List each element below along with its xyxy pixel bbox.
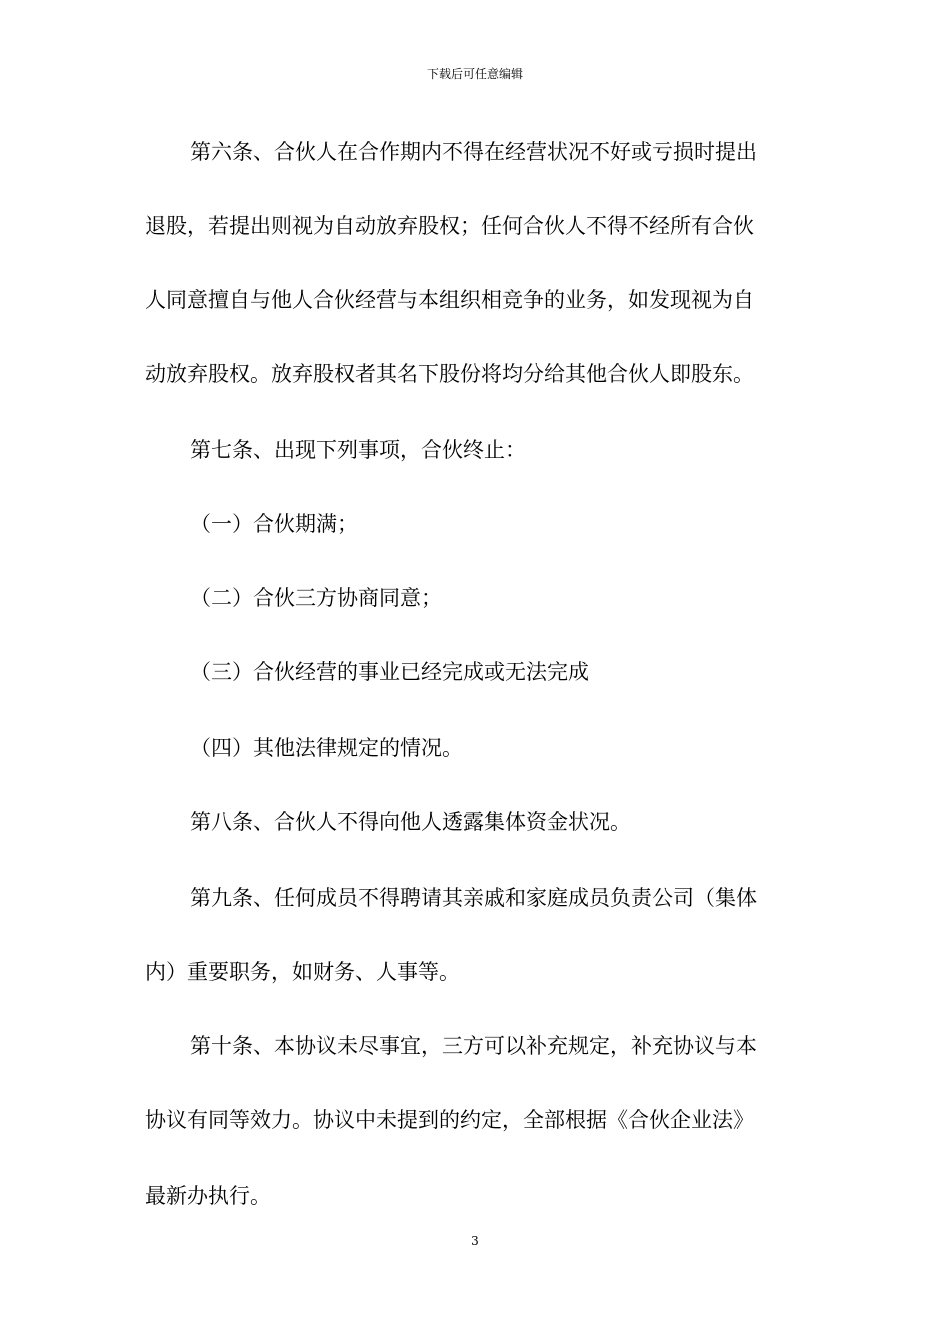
paragraph-line: 协议有同等效力。协议中未提到的约定，全部根据《合伙企业法》 <box>145 1108 754 1132</box>
list-item: （三）合伙经营的事业已经完成或无法完成 <box>190 660 589 684</box>
paragraph-line: 第九条、任何成员不得聘请其亲戚和家庭成员负责公司（集体 <box>190 886 757 910</box>
paragraph-line: 动放弃股权。放弃股权者其名下股份将均分给其他合伙人即股东。 <box>145 362 754 386</box>
page-number: 3 <box>471 1234 479 1248</box>
paragraph-line: 内）重要职务，如财务、人事等。 <box>145 960 460 984</box>
page-header: 下载后可任意编辑 <box>426 67 523 81</box>
paragraph-line: 第八条、合伙人不得向他人透露集体资金状况。 <box>190 810 631 834</box>
paragraph-line: 人同意擅自与他人合伙经营与本组织相竞争的业务，如发现视为自 <box>145 288 754 312</box>
paragraph-line: 第六条、合伙人在合作期内不得在经营状况不好或亏损时提出 <box>190 140 757 164</box>
paragraph-line: 最新办执行。 <box>145 1184 271 1208</box>
paragraph-line: 第十条、本协议未尽事宜，三方可以补充规定，补充协议与本 <box>190 1034 757 1058</box>
list-item: （一）合伙期满； <box>190 512 358 536</box>
paragraph-line: 退股，若提出则视为自动放弃股权；任何合伙人不得不经所有合伙 <box>145 214 754 238</box>
list-item: （四）其他法律规定的情况。 <box>190 736 463 760</box>
list-item: （二）合伙三方协商同意； <box>190 586 442 610</box>
paragraph-line: 第七条、出现下列事项，合伙终止： <box>190 438 526 462</box>
